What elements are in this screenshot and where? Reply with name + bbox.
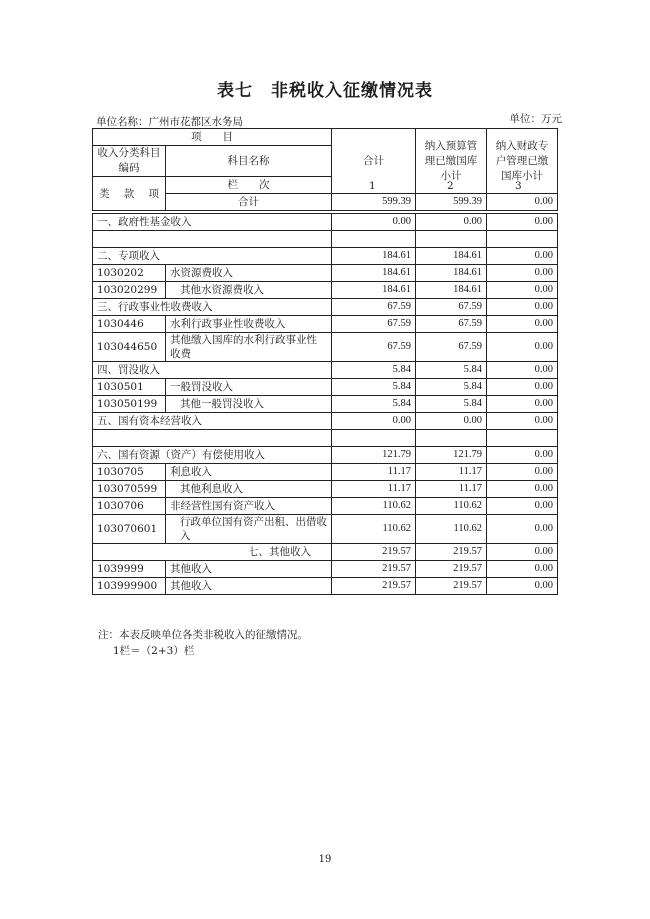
row-total: 11.17 bbox=[332, 481, 416, 498]
row-budget: 5.84 bbox=[416, 396, 487, 413]
page-number: 19 bbox=[318, 854, 332, 865]
row-special: 0.00 bbox=[487, 248, 558, 265]
row-code: 1030501 bbox=[93, 379, 166, 396]
row-label: 二、专项收入 bbox=[93, 248, 332, 265]
table-row bbox=[93, 299, 558, 316]
row-special: 0.00 bbox=[487, 265, 558, 282]
table-row bbox=[93, 578, 558, 595]
row-total: 219.57 bbox=[332, 544, 416, 561]
row-code: 1030446 bbox=[93, 316, 166, 333]
row-total: 184.61 bbox=[332, 248, 416, 265]
row-name: 其他利息收入 bbox=[166, 481, 332, 498]
row-name: 其他一般罚没收入 bbox=[166, 396, 332, 413]
row-total: 184.61 bbox=[332, 265, 416, 282]
row-budget: 11.17 bbox=[416, 464, 487, 481]
row-budget: 11.17 bbox=[416, 481, 487, 498]
row-budget: 219.57 bbox=[416, 578, 487, 595]
row-total: 67.59 bbox=[332, 333, 416, 362]
row-total: 121.79 bbox=[332, 447, 416, 464]
header-lanci: 栏 次 bbox=[166, 177, 332, 194]
row-budget: 110.62 bbox=[416, 498, 487, 515]
total-special: 0.00 bbox=[487, 194, 558, 211]
header-subject-name: 科目名称 bbox=[166, 146, 332, 177]
header-special: 纳入财政专户管理已缴国库小计 bbox=[487, 129, 558, 194]
header-total: 合计 bbox=[332, 129, 416, 194]
table-row bbox=[93, 379, 558, 396]
header-class-code: 收入分类科目编码 bbox=[93, 146, 166, 177]
unit-name: 单位名称：广州市花都区水务局 bbox=[96, 116, 243, 128]
row-code: 103070599 bbox=[93, 481, 166, 498]
row-budget: 5.84 bbox=[416, 362, 487, 379]
row-special: 0.00 bbox=[487, 561, 558, 578]
row-special: 0.00 bbox=[487, 299, 558, 316]
row-code: 1030706 bbox=[93, 498, 166, 515]
footnote bbox=[98, 627, 308, 659]
col-index-2: 2 bbox=[447, 180, 454, 192]
row-label: 一、政府性基金收入 bbox=[93, 214, 332, 231]
header-xiang: 项 bbox=[148, 187, 159, 200]
row-name: 其他收入 bbox=[166, 578, 332, 595]
table-row bbox=[93, 413, 558, 430]
row-name: 其他缴入国库的水利行政事业性收费 bbox=[166, 333, 332, 362]
row-label: 七、其他收入 bbox=[93, 544, 332, 561]
row-label: 三、行政事业性收费收入 bbox=[93, 299, 332, 316]
row-total: 67.59 bbox=[332, 316, 416, 333]
row-budget: 67.59 bbox=[416, 299, 487, 316]
row-total: 5.84 bbox=[332, 379, 416, 396]
row-total: 219.57 bbox=[332, 578, 416, 595]
row-name: 非经营性国有资产收入 bbox=[166, 498, 332, 515]
total-total: 599.39 bbox=[332, 194, 416, 211]
table-row bbox=[93, 248, 558, 265]
row-code: 103050199 bbox=[93, 396, 166, 413]
row-total: 11.17 bbox=[332, 464, 416, 481]
spacer-row bbox=[93, 231, 558, 248]
total-budget: 599.39 bbox=[416, 194, 487, 211]
row-special: 0.00 bbox=[487, 362, 558, 379]
header-lei: 类 bbox=[99, 187, 110, 200]
spacer-row bbox=[93, 430, 558, 447]
row-total: 110.62 bbox=[332, 515, 416, 544]
table-row bbox=[93, 498, 558, 515]
row-special: 0.00 bbox=[487, 481, 558, 498]
row-total: 5.84 bbox=[332, 362, 416, 379]
row-code: 1039999 bbox=[93, 561, 166, 578]
footnote-line-1: 注：本表反映单位各类非税收入的征缴情况。 bbox=[98, 629, 308, 641]
row-code: 103020299 bbox=[93, 282, 166, 299]
row-label: 六、国有资源（资产）有偿使用收入 bbox=[93, 447, 332, 464]
row-budget: 184.61 bbox=[416, 282, 487, 299]
row-total: 67.59 bbox=[332, 299, 416, 316]
row-budget: 0.00 bbox=[416, 413, 487, 430]
currency-unit: 单位：万元 bbox=[509, 113, 562, 125]
row-name: 利息收入 bbox=[166, 464, 332, 481]
row-special: 0.00 bbox=[487, 396, 558, 413]
row-special: 0.00 bbox=[487, 498, 558, 515]
row-special: 0.00 bbox=[487, 316, 558, 333]
table-row bbox=[93, 544, 558, 561]
row-total: 0.00 bbox=[332, 214, 416, 231]
table-row bbox=[93, 396, 558, 413]
row-code: 1030705 bbox=[93, 464, 166, 481]
row-special: 0.00 bbox=[487, 214, 558, 231]
col-index-3: 3 bbox=[515, 180, 522, 192]
row-total: 0.00 bbox=[332, 413, 416, 430]
row-name: 水资源费收入 bbox=[166, 265, 332, 282]
row-special: 0.00 bbox=[487, 413, 558, 430]
row-budget: 219.57 bbox=[416, 544, 487, 561]
row-budget: 0.00 bbox=[416, 214, 487, 231]
table-row bbox=[93, 333, 558, 362]
header-kuan: 款 bbox=[123, 187, 135, 200]
table-row bbox=[93, 515, 558, 544]
row-budget: 67.59 bbox=[416, 316, 487, 333]
table-row bbox=[93, 481, 558, 498]
row-special: 0.00 bbox=[487, 447, 558, 464]
header-budget: 纳入预算管理已缴国库小计 bbox=[416, 129, 487, 194]
table-row bbox=[93, 447, 558, 464]
table-row bbox=[93, 464, 558, 481]
row-total: 219.57 bbox=[332, 561, 416, 578]
table-row bbox=[93, 282, 558, 299]
row-name: 其他水资源费收入 bbox=[166, 282, 332, 299]
row-special: 0.00 bbox=[487, 379, 558, 396]
footnote-line-2: 1栏＝（2+3）栏 bbox=[113, 645, 195, 657]
row-code: 103070601 bbox=[93, 515, 166, 544]
row-special: 0.00 bbox=[487, 578, 558, 595]
table-row bbox=[93, 265, 558, 282]
row-name: 其他收入 bbox=[166, 561, 332, 578]
row-name: 水利行政事业性收费收入 bbox=[166, 316, 332, 333]
table-row bbox=[93, 362, 558, 379]
row-budget: 5.84 bbox=[416, 379, 487, 396]
row-code: 1030202 bbox=[93, 265, 166, 282]
data-table bbox=[92, 213, 558, 595]
row-budget: 184.61 bbox=[416, 265, 487, 282]
row-label: 五、国有资本经营收入 bbox=[93, 413, 332, 430]
table-row bbox=[93, 316, 558, 333]
table-row bbox=[93, 214, 558, 231]
total-label: 合计 bbox=[166, 194, 332, 211]
row-budget: 121.79 bbox=[416, 447, 487, 464]
row-code: 103044650 bbox=[93, 333, 166, 362]
row-total: 5.84 bbox=[332, 396, 416, 413]
row-budget: 219.57 bbox=[416, 561, 487, 578]
row-budget: 110.62 bbox=[416, 515, 487, 544]
header-project: 项 目 bbox=[93, 129, 332, 146]
col-index-1: 1 bbox=[369, 180, 376, 192]
row-special: 0.00 bbox=[487, 544, 558, 561]
table-row bbox=[93, 561, 558, 578]
row-special: 0.00 bbox=[487, 333, 558, 362]
header-lei-kuan-xiang bbox=[93, 177, 166, 211]
row-name: 行政单位国有资产出租、出借收入 bbox=[166, 515, 332, 544]
row-budget: 67.59 bbox=[416, 333, 487, 362]
row-special: 0.00 bbox=[487, 464, 558, 481]
row-special: 0.00 bbox=[487, 515, 558, 544]
non-tax-revenue-table bbox=[92, 128, 558, 211]
row-name: 一般罚没收入 bbox=[166, 379, 332, 396]
row-label: 四、罚没收入 bbox=[93, 362, 332, 379]
table-title: 表七 非税收入征缴情况表 bbox=[217, 81, 433, 101]
row-total: 110.62 bbox=[332, 498, 416, 515]
row-special: 0.00 bbox=[487, 282, 558, 299]
row-total: 184.61 bbox=[332, 282, 416, 299]
row-code: 103999900 bbox=[93, 578, 166, 595]
row-budget: 184.61 bbox=[416, 248, 487, 265]
